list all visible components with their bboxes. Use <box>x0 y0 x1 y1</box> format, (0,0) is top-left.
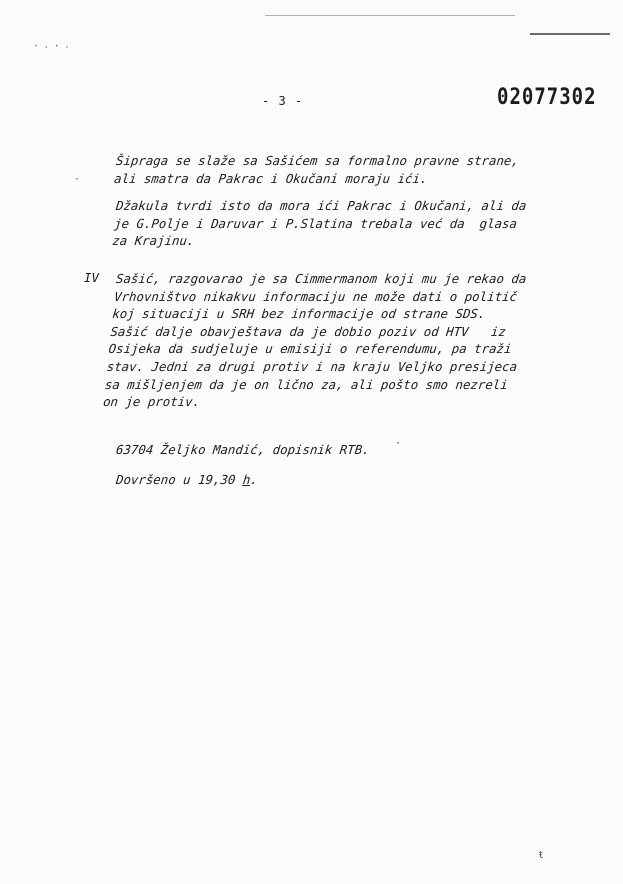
closing-line <box>115 471 259 489</box>
scan-speck: · <box>395 438 402 449</box>
scan-speck: ŧ <box>538 850 545 861</box>
scan-speck: · <box>74 174 81 185</box>
text-line: je G.Polje i Daruvar i P.Slatina trebala već da glasa <box>113 215 518 231</box>
paragraph-sasic <box>102 270 527 411</box>
scan-speck: ⋅ ⸳ ⋅ ⸳ <box>33 41 69 52</box>
text-line: 63704 Željko Mandić, dopisnik RTB. <box>115 442 371 457</box>
text-line: sa mišljenjem da je on lično za, ali pošto smo nezreli <box>104 376 509 392</box>
page-number: - 3 - <box>262 94 304 108</box>
section-number: IV <box>84 270 99 285</box>
text-line: Sašić dalje obavještava da je dobio poziv od HTV iz <box>109 323 507 339</box>
text-line: Sašić, razgovarao je sa Cimmermanom koji mu je rekao da <box>115 271 528 286</box>
text-line: on je protiv. <box>102 394 201 410</box>
signature-line <box>115 441 370 459</box>
closing-end: . <box>249 472 259 487</box>
text-line: Džakula tvrdi isto da mora ići Pakrac i Okučani, ali da <box>115 198 528 213</box>
document-number: 02077302 <box>497 84 597 110</box>
text-line: Vrhovništvo nikakvu informaciju ne može dati o politič <box>113 288 518 304</box>
text-line: ali smatra da Pakrac i Okučani moraju ići. <box>113 170 429 186</box>
paragraph-dzakula <box>111 197 527 250</box>
text-line: Šipraga se slaže sa Sašićem sa formalno pravne strane, <box>115 153 520 168</box>
paragraph-sipraga <box>113 152 520 187</box>
scan-artifact-line <box>530 33 610 35</box>
closing-underlined-h: h <box>242 472 252 487</box>
scan-artifact-line <box>265 15 515 16</box>
text-line: koj situaciji u SRH bez informacije od strane SDS. <box>111 306 487 322</box>
closing-prefix: Dovršeno u 19,30 <box>115 472 244 487</box>
text-line <box>115 471 259 489</box>
text-line: Osijeka da sudjeluje u emisiji o referendumu, pa traži <box>107 341 513 357</box>
text-line: za Krajinu. <box>111 233 196 249</box>
text-line: stav. Jedni za drugi protiv i na kraju Veljko presijeca <box>106 358 518 374</box>
